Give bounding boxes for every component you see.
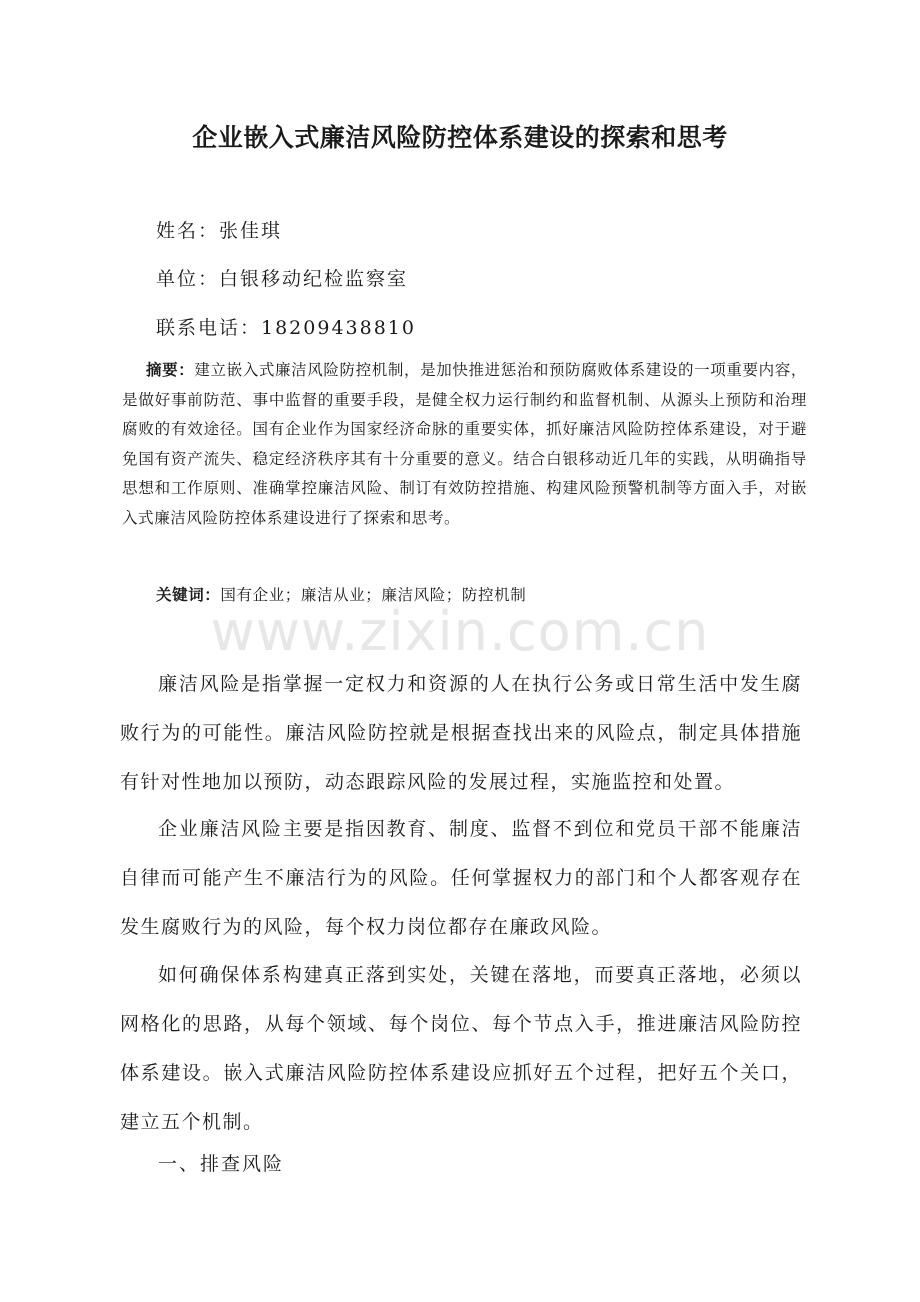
keywords-text: 国有企业；廉洁从业；廉洁风险；防控机制: [220, 586, 527, 604]
paragraph-text: 如何确保体系构建真正落到实处，关键在落地，而要真正落地，必须以网格化的思路，从每个领域、每个岗位、每个节点入手，推进廉洁风险防控体系建设。嵌入式廉洁风险防控体系建设应抓好五个过程，把好五个关口，建立五个机制。: [120, 964, 802, 1133]
document-title: 企业嵌入式廉洁风险防控体系建设的探索和思考: [192, 123, 728, 152]
unit-line: 单位：白银移动纪检监察室: [156, 268, 409, 290]
paragraph-text: 廉洁风险是指掌握一定权力和资源的人在执行公务或日常生活中发生腐败行为的可能性。廉洁风险防控就是根据查找出来的风险点，制定具体措施有针对性地加以预防，动态跟踪风险的发展过程，实施监控和处置。: [120, 673, 802, 793]
phone-line: 联系电话：18209438810: [156, 317, 416, 339]
body-paragraph-2: [120, 805, 802, 952]
abstract-block: [122, 356, 807, 533]
section-heading: 一、排查风险: [158, 1153, 285, 1175]
author-line: 姓名：张佳琪: [156, 220, 283, 242]
body-paragraph-3: [120, 951, 802, 1147]
watermark: www.zixin.com.cn: [210, 600, 710, 663]
body-paragraph-1: [120, 660, 802, 807]
abstract-label: 摘要：: [146, 361, 195, 379]
keywords-label: 关键词：: [156, 586, 221, 604]
paragraph-text: 企业廉洁风险主要是指因教育、制度、监督不到位和党员干部不能廉洁自律而可能产生不廉洁行为的风险。任何掌握权力的部门和个人都客观存在发生腐败行为的风险，每个权力岗位都存在廉政风险。: [120, 818, 802, 938]
abstract-text: 建立嵌入式廉洁风险防控机制，是加快推进惩治和预防腐败体系建设的一项重要内容，是做好事前防范、事中监督的重要手段，是健全权力运行制约和监督机制、从源头上预防和治理腐败的有效途径。国有企业作为国家经济命脉的重要实体，抓好廉洁风险防控体系建设，对于避免国有资产流失、稳定经济秩序其有十分重要的意义。结合白银移动近几年的实践，从明确指导思想和工作原则、准确掌控廉洁风险、制订有效防控措施、构建风险预警机制等方面入手，对嵌入式廉洁风险防控体系建设进行了探索和思考。: [122, 361, 807, 527]
